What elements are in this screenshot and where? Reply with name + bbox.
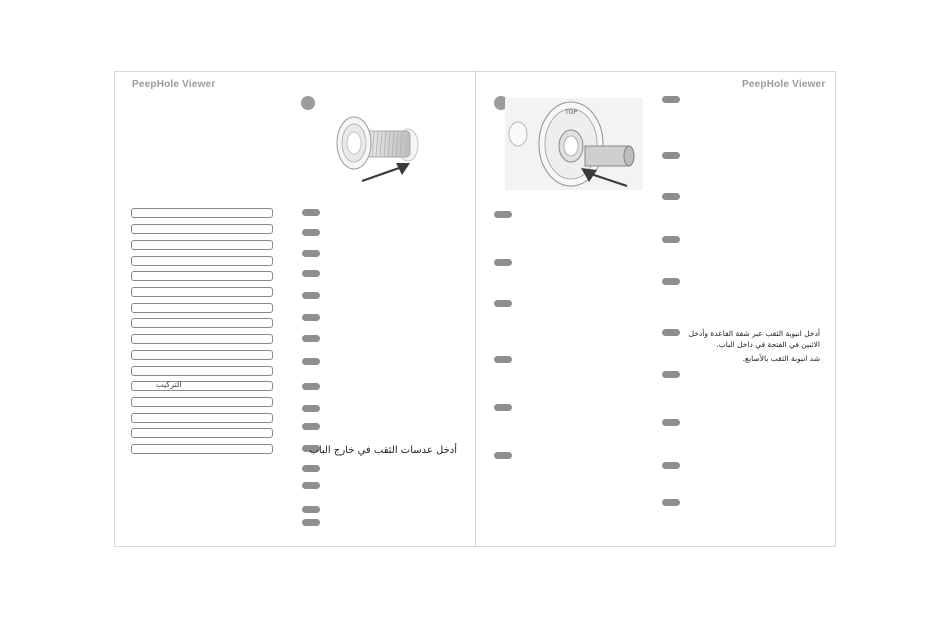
step-pill — [494, 259, 512, 266]
step-pill — [302, 465, 320, 472]
form-field — [131, 303, 273, 313]
page-divider — [475, 71, 476, 547]
step-pill — [494, 300, 512, 307]
step-pill — [494, 404, 512, 411]
step-pill — [302, 405, 320, 412]
step-pill — [662, 96, 680, 103]
step-pill — [662, 193, 680, 200]
form-field — [131, 256, 273, 266]
step-pill — [302, 335, 320, 342]
step-pill — [302, 250, 320, 257]
form-field-with-label — [131, 381, 273, 391]
form-field — [131, 334, 273, 344]
instruction-lens-outside: أدخل عدسات الثقب في خارج الباب — [309, 445, 457, 456]
form-field — [131, 208, 273, 218]
base-flange-illustration — [505, 98, 643, 190]
form-field — [131, 366, 273, 376]
form-field — [131, 240, 273, 250]
step-pill — [302, 423, 320, 430]
form-field — [131, 271, 273, 281]
step-pill — [302, 292, 320, 299]
form-field-label: التركيب — [156, 380, 182, 389]
form-field — [131, 444, 273, 454]
step-pill — [662, 329, 680, 336]
step-pill — [662, 236, 680, 243]
step-pill — [302, 209, 320, 216]
step-pill — [662, 419, 680, 426]
form-field — [131, 413, 273, 423]
lens-insert-illustration — [330, 105, 430, 187]
form-field — [131, 318, 273, 328]
instruction-line-1: أدخل انبوبة الثقب عبر شفة القاعدة وأدخل — [688, 329, 820, 338]
step-pill — [662, 371, 680, 378]
step-pill — [662, 462, 680, 469]
form-field — [131, 397, 273, 407]
left-page-brand: PeepHole Viewer — [132, 79, 216, 90]
step-pill — [302, 270, 320, 277]
step-pill — [302, 383, 320, 390]
left-step-marker — [301, 96, 315, 110]
step-pill — [302, 358, 320, 365]
step-pill — [302, 482, 320, 489]
form-field — [131, 287, 273, 297]
form-field — [131, 350, 273, 360]
step-pill — [302, 506, 320, 513]
instruction-line-3: شد انبوبة الثقب بالأصابع. — [742, 354, 820, 363]
instruction-line-2: الاثنين في الفتحة في داخل الباب. — [716, 340, 820, 349]
step-pill — [494, 356, 512, 363]
step-pill — [662, 152, 680, 159]
step-pill — [302, 519, 320, 526]
form-field — [131, 224, 273, 234]
form-field — [131, 428, 273, 438]
step-pill — [494, 452, 512, 459]
step-pill — [302, 229, 320, 236]
step-pill — [662, 278, 680, 285]
top-marker-text: TOP — [565, 109, 578, 116]
right-page-brand: PeepHole Viewer — [742, 79, 826, 90]
step-pill — [494, 211, 512, 218]
step-pill — [662, 499, 680, 506]
step-pill — [302, 314, 320, 321]
